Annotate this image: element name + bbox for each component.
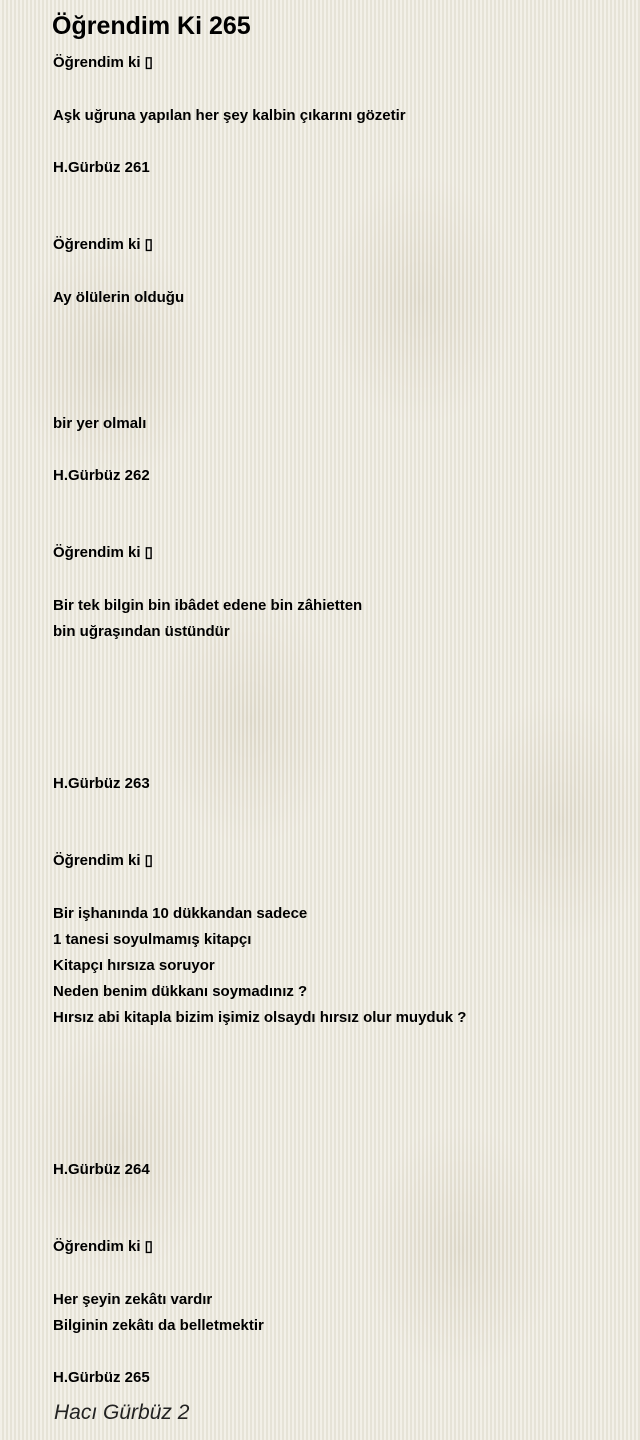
stanza-heading: Öğrendim ki ▯	[53, 236, 153, 253]
stanza-signature: H.Gürbüz 265	[53, 1369, 150, 1386]
stanza-heading: Öğrendim ki ▯	[53, 1238, 153, 1255]
author-link[interactable]: Hacı Gürbüz 2	[54, 1401, 190, 1424]
poem-line: Hırsız abi kitapla bizim işimiz olsaydı hırsız olur muyduk ?	[53, 1009, 467, 1026]
poem-line: Bir tek bilgin bin ibâdet edene bin zâhietten	[53, 597, 363, 614]
stanza-signature: H.Gürbüz 261	[53, 159, 150, 176]
stanza-signature: H.Gürbüz 262	[53, 467, 150, 484]
page-title: Öğrendim Ki 265	[52, 12, 251, 40]
stanza-signature: H.Gürbüz 263	[53, 775, 150, 792]
poem-line: Kitapçı hırsıza soruyor	[53, 957, 215, 974]
poem-line: bir yer olmalı	[53, 415, 147, 432]
poem-line: Neden benim dükkanı soymadınız ?	[53, 983, 308, 1000]
poem-line: Aşk uğruna yapılan her şey kalbin çıkarını gözetir	[53, 107, 406, 124]
poem-line: bin uğraşından üstündür	[53, 623, 230, 640]
poem-line: Bilginin zekâtı da belletmektir	[53, 1317, 264, 1334]
poem-line: Ay ölülerin olduğu	[53, 289, 185, 306]
poem-line: Bir işhanında 10 dükkandan sadece	[53, 905, 308, 922]
poem-line: 1 tanesi soyulmamış kitapçı	[53, 931, 252, 948]
stanza-heading: Öğrendim ki ▯	[53, 54, 153, 71]
poem-line: Her şeyin zekâtı vardır	[53, 1291, 213, 1308]
stanza-heading: Öğrendim ki ▯	[53, 852, 153, 869]
stanza-signature: H.Gürbüz 264	[53, 1161, 150, 1178]
stanza-heading: Öğrendim ki ▯	[53, 544, 153, 561]
